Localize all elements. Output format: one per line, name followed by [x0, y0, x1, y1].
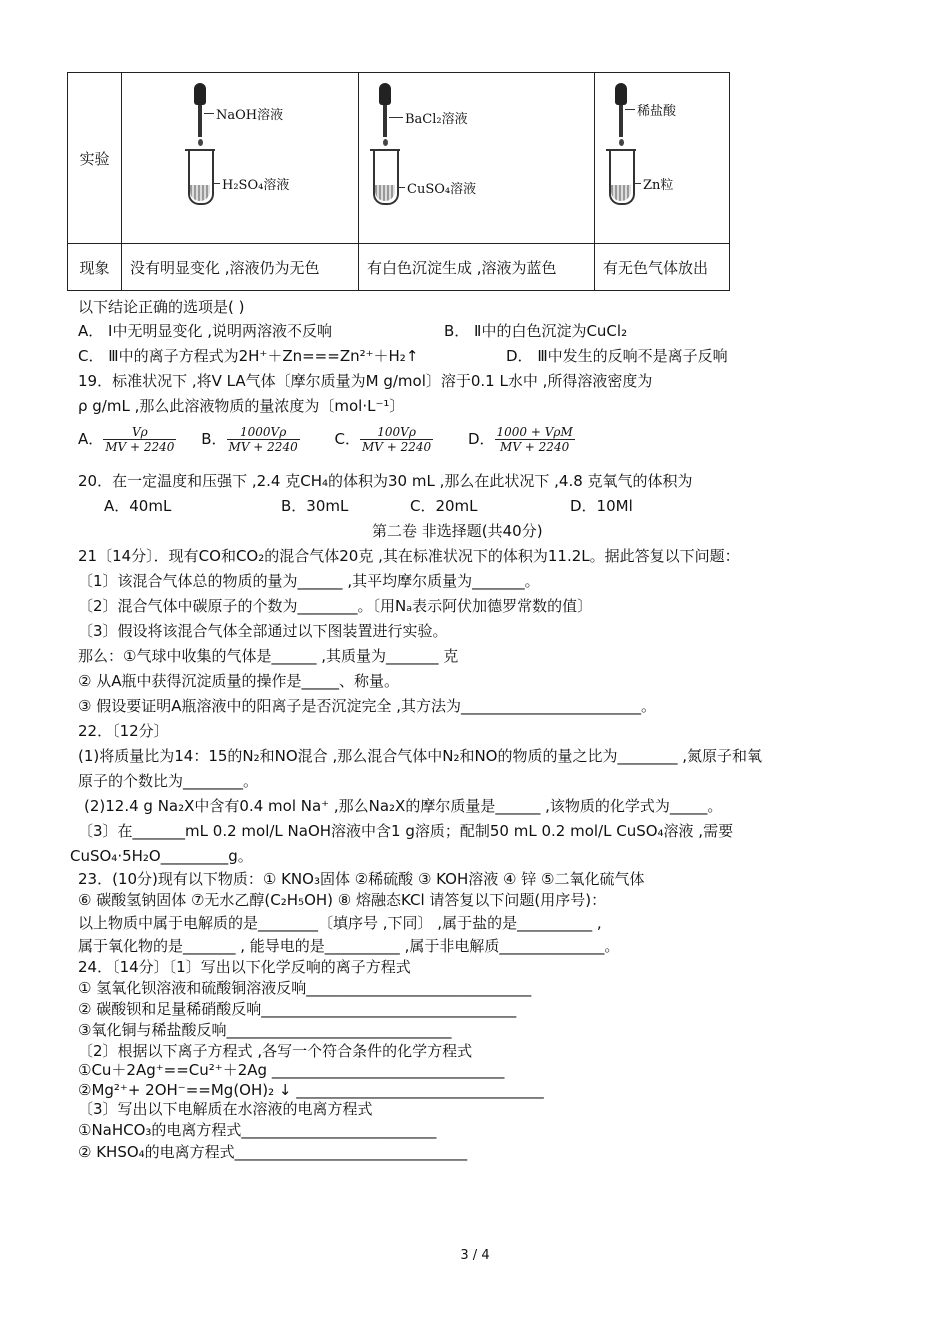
- page-number: 3 / 4: [460, 1248, 490, 1263]
- q23-line3: 以上物质中属于电解质的是________〔填序号 ,下同〕 ,属于盐的是__________ ,: [78, 914, 602, 932]
- table-row-label-experiment: 实验: [68, 73, 122, 244]
- table-row-label-phenomenon: 现象: [68, 244, 122, 291]
- q19-option-a-label: A．: [78, 430, 104, 448]
- dropper-label-1: NaOH溶液: [216, 108, 284, 123]
- q18-option-a: A． Ⅰ中无明显变化 ,说明两溶液不反响: [78, 322, 332, 340]
- experiment-table: [67, 72, 730, 291]
- q24-part5: ①Cu＋2Ag⁺==Cu²⁺＋2Ag _______________________________: [78, 1061, 505, 1079]
- q19-option-c-fraction: [360, 425, 433, 454]
- q24-part3: ③氧化铜与稀盐酸反响______________________________: [78, 1021, 452, 1039]
- q21-stem: 21〔14分〕．现有CO和CO₂的混合气体20克 ,其在标准状况下的体积为11.2L。据此答复以下问题：: [78, 547, 740, 565]
- q19-option-c-label: C．: [334, 430, 360, 448]
- q18-option-c: C． Ⅲ中的离子方程式为2H⁺＋Zn===Zn²⁺＋H₂↑: [78, 347, 419, 365]
- q18-stem: 以下结论正确的选项是( ): [78, 298, 245, 316]
- q24-part8: ①NaHCO₃的电离方程式__________________________: [78, 1121, 437, 1139]
- section2-title: 第二卷 非选择题(共40分): [372, 522, 543, 540]
- q19-b-numerator: 1000Vρ: [227, 425, 300, 440]
- q19-d-denominator: MV + 2240: [500, 440, 570, 454]
- q19-c-denominator: MV + 2240: [361, 440, 432, 454]
- q20-option-d: D．10Ml: [570, 497, 633, 515]
- q23-stem: 23．(10分)现有以下物质：① KNO₃固体 ②稀硫酸 ③ KOH溶液 ④ 锌 ⑤二氧化硫气体: [78, 870, 645, 888]
- q21-part1: 〔1〕该混合气体总的物质的量为______ ,其平均摩尔质量为_______。: [78, 572, 540, 590]
- q22-part1-line1: (1)将质量比为14：15的N₂和NO混合 ,那么混合气体中N₂和NO的物质的量之比为________ ,氮原子和氧: [78, 747, 763, 765]
- q22-part2: (2)12.4 g Na₂X中含有0.4 mol Na⁺ ,那么Na₂X的摩尔质量是______ ,该物质的化学式为_____。: [84, 797, 723, 815]
- q24-part9: ② KHSO₄的电离方程式_______________________________: [78, 1143, 468, 1161]
- q22-part3-line1: 〔3〕在_______mL 0.2 mol/L NaOH溶液中含1 g溶质；配制50 mL 0.2 mol/L CuSO₄溶液 ,需要: [78, 822, 734, 840]
- q24-part4: 〔2〕根据以下离子方程式 ,各写一个符合条件的化学方程式: [78, 1042, 473, 1060]
- phenomenon-cell-1: 没有明显变化 ,溶液仍为无色: [122, 244, 359, 291]
- q18-option-b: B． Ⅱ中的白色沉淀为CuCl₂: [444, 322, 628, 340]
- tube-label-1: H₂SO₄溶液: [222, 178, 290, 193]
- test-tube-illustration-3: [603, 83, 727, 243]
- q24-stem: 24．〔14分〕〔1〕写出以下化学反响的离子方程式: [78, 958, 411, 976]
- q19-option-a-fraction: [103, 425, 176, 454]
- tube-label-2: CuSO₄溶液: [407, 182, 477, 197]
- dropper-label-3: 稀盐酸: [637, 104, 677, 119]
- test-tube-illustration-1: [182, 83, 362, 243]
- q19-d-numerator: 1000 + VρM: [496, 425, 573, 439]
- q22-part1-line2: 原子的个数比为________。: [78, 772, 259, 790]
- q19-stem-line1: 19．标准状况下 ,将V LA气体〔摩尔质量为M g/mol〕溶于0.1 L水中 ,所得溶液密度为: [78, 372, 653, 390]
- q19-option-d-label: D．: [467, 430, 495, 448]
- dropper-label-2: BaCl₂溶液: [405, 112, 468, 127]
- q24-part1: ① 氢氧化钡溶液和硫酸铜溶液反响______________________________: [78, 979, 532, 997]
- test-tube-illustration-2: [367, 83, 587, 243]
- q23-line2: ⑥ 碳酸氢钠固体 ⑦无水乙醇(C₂H₅OH) ⑧ 熔融态KCl 请答复以下问题(用序号)：: [78, 891, 607, 909]
- q23-line4: 属于氧化物的是_______ , 能导电的是__________ ,属于非电解质______________。: [78, 937, 620, 955]
- q21-part6: ③ 假设要证明A瓶溶液中的阳离子是否沉淀完全 ,其方法为________________________。: [78, 697, 657, 715]
- q19-a-denominator: MV + 2240: [105, 440, 175, 454]
- experiment-cell-2: [359, 73, 595, 244]
- q20-option-b: B．30mL: [281, 497, 349, 515]
- q24-part6: ②Mg²⁺+ 2OH⁻==Mg(OH)₂ ↓ _________________________________: [78, 1081, 544, 1099]
- tube-label-3: Zn粒: [643, 178, 674, 193]
- q19-b-denominator: MV + 2240: [228, 440, 298, 454]
- q21-part3: 〔3〕假设将该混合气体全部通过以下图装置进行实验。: [78, 622, 448, 640]
- q19-option-b-label: B．: [201, 430, 227, 448]
- q20-stem: 20．在一定温度和压强下 ,2.4 克CH₄的体积为30 mL ,那么在此状况下 ,4.8 克氧气的体积为: [78, 472, 693, 490]
- experiment-cell-1: [122, 73, 359, 244]
- q19-option-d-fraction: [495, 425, 575, 454]
- q19-stem-line2: ρ g/mL ,那么此溶液物质的量浓度为〔mol·L⁻¹〕: [78, 397, 405, 415]
- q24-part7: 〔3〕写出以下电解质在水溶液的电离方程式: [78, 1100, 373, 1118]
- q22-part3-line2: CuSO₄·5H₂O_________g。: [70, 847, 253, 865]
- q19-options: [78, 424, 575, 454]
- q21-part2: 〔2〕混合气体中碳原子的个数为________。〔用Nₐ表示阿伏加德罗常数的值〕: [78, 597, 593, 615]
- q19-a-numerator: Vρ: [103, 425, 176, 440]
- q24-part2: ② 碳酸钡和足量稀硝酸反响__________________________________: [78, 1000, 517, 1018]
- experiment-cell-3: [595, 73, 730, 244]
- q22-stem: 22．〔12分〕: [78, 722, 169, 740]
- q21-part5: ② 从A瓶中获得沉淀质量的操作是_____、称量。: [78, 672, 399, 690]
- phenomenon-cell-2: 有白色沉淀生成 ,溶液为蓝色: [359, 244, 595, 291]
- q21-part4: 那么：①气球中收集的气体是______ ,其质量为_______ 克: [78, 647, 459, 665]
- phenomenon-cell-3: 有无色气体放出: [595, 244, 730, 291]
- q20-option-c: C．20mL: [410, 497, 478, 515]
- q18-option-d: D． Ⅲ中发生的反响不是离子反响: [506, 347, 728, 365]
- q19-option-b-fraction: [227, 425, 300, 454]
- q20-option-a: A．40mL: [104, 497, 172, 515]
- q19-c-numerator: 100Vρ: [360, 425, 433, 440]
